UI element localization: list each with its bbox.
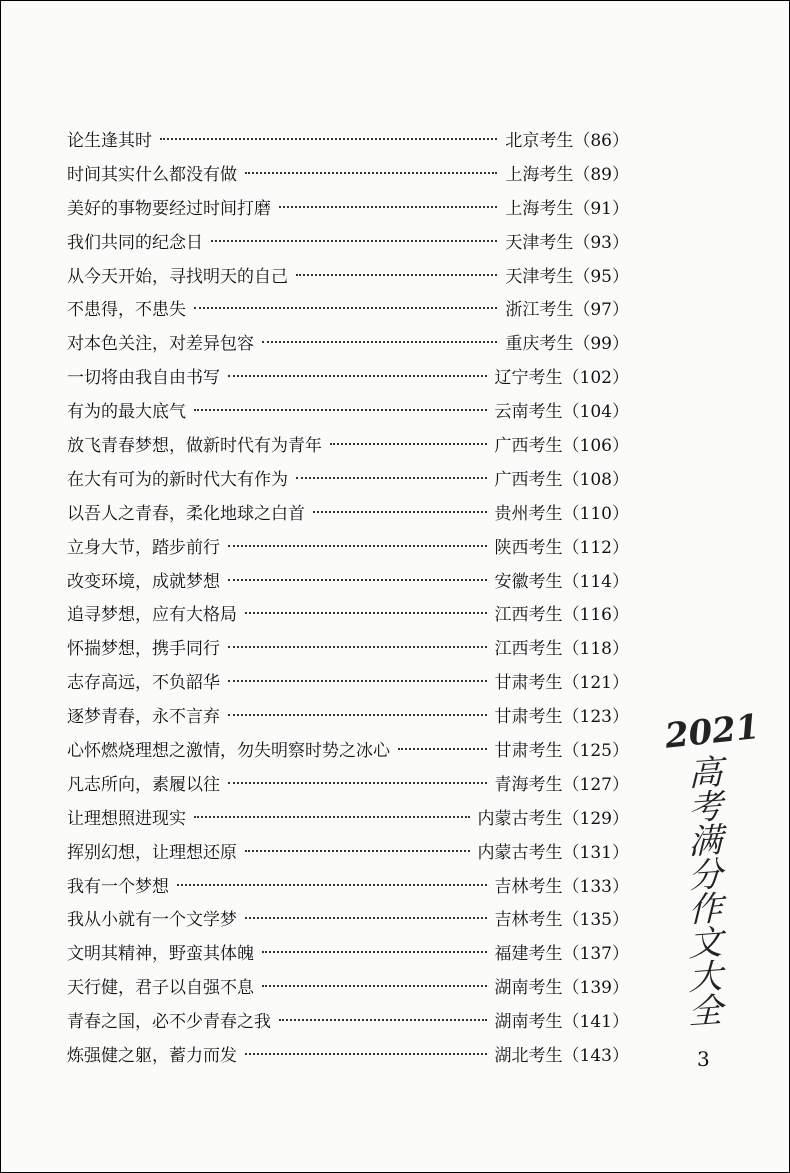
table-of-contents [67, 125, 629, 1074]
toc-entry [67, 362, 629, 396]
toc-entry [67, 701, 629, 735]
toc-entry-author: 重庆考生 [505, 334, 574, 355]
toc-entry [67, 498, 629, 532]
toc-entry-title: 志存高远，不负韶华 [67, 673, 220, 694]
dot-leader [194, 815, 470, 818]
toc-entry-title: 一切将由我自由书写 [67, 368, 220, 389]
toc-entry-title: 立身大节，踏步前行 [67, 537, 220, 558]
toc-entry-title: 我有一个梦想 [67, 876, 169, 897]
toc-entry-page: （102） [562, 368, 629, 389]
toc-entry-page: （108） [562, 469, 629, 490]
toc-entry [67, 667, 629, 701]
toc-entry-title: 我从小就有一个文学梦 [67, 910, 237, 931]
toc-entry [67, 972, 629, 1006]
toc-entry-author: 湖南考生 [494, 1012, 563, 1033]
toc-entry-author: 云南考生 [494, 402, 563, 423]
dot-leader [296, 273, 497, 276]
toc-entry-author: 吉林考生 [494, 910, 563, 931]
toc-entry-author: 浙江考生 [505, 300, 574, 321]
toc-entry-page: （97） [573, 300, 629, 321]
series-year: 2021 [663, 706, 762, 757]
dot-leader [398, 747, 487, 750]
toc-entry [67, 803, 629, 837]
toc-entry-author: 陕西考生 [494, 537, 563, 558]
toc-entry-author: 江西考生 [494, 605, 563, 626]
dot-leader [279, 205, 497, 208]
toc-entry-title: 时间其实什么都没有做 [67, 164, 237, 185]
toc-entry-page: （127） [562, 774, 629, 795]
toc-entry-title: 论生逢其时 [67, 131, 152, 151]
dot-leader [228, 374, 487, 377]
toc-entry [67, 871, 629, 905]
toc-entry-page: （116） [562, 605, 629, 626]
toc-entry [67, 464, 629, 498]
toc-entry-title: 不患得，不患失 [67, 300, 186, 321]
toc-entry [67, 396, 629, 430]
toc-entry-author: 湖南考生 [494, 978, 563, 999]
dot-leader [279, 1018, 487, 1021]
toc-entry-title: 有为的最大底气 [67, 402, 186, 423]
toc-entry-page: （129） [562, 808, 629, 829]
toc-entry-title: 青春之国，必不少青春之我 [67, 1012, 271, 1033]
toc-entry-author: 青海考生 [494, 774, 563, 795]
toc-entry-page: （125） [562, 741, 629, 762]
toc-entry-author: 北京考生 [505, 131, 574, 151]
toc-entry-page: （118） [562, 639, 629, 660]
dot-leader [160, 137, 497, 140]
toc-entry [67, 193, 629, 227]
page-number: 3 [697, 1047, 710, 1071]
toc-entry-author: 甘肃考生 [494, 741, 563, 762]
dot-leader [330, 442, 487, 445]
dot-leader [228, 578, 487, 581]
toc-entry-page: （139） [562, 978, 629, 999]
toc-entry-author: 广西考生 [494, 436, 563, 457]
toc-entry-author: 上海考生 [505, 198, 574, 219]
toc-entry-page: （143） [562, 1046, 629, 1067]
toc-entry-author: 天津考生 [505, 232, 574, 253]
toc-entry [67, 904, 629, 938]
toc-entry-page: （99） [573, 334, 629, 355]
toc-entry-page: （110） [562, 503, 629, 524]
toc-entry-page: （93） [573, 232, 629, 253]
toc-entry-page: （133） [562, 876, 629, 897]
dot-leader [194, 408, 487, 411]
toc-entry-page: （123） [562, 707, 629, 728]
toc-entry-author: 江西考生 [494, 639, 563, 660]
toc-entry-title: 心怀燃烧理想之激情，勿失明察时势之冰心 [67, 741, 390, 762]
dot-leader [245, 849, 470, 852]
toc-entry-page: （89） [573, 164, 629, 185]
toc-entry-title: 追寻梦想，应有大格局 [67, 605, 237, 626]
toc-entry [67, 735, 629, 769]
dot-leader [245, 1052, 487, 1055]
toc-entry-author: 上海考生 [505, 164, 574, 185]
dot-leader [194, 306, 497, 309]
series-name: 高考满分作文大全 [681, 753, 722, 1029]
toc-entry-author: 甘肃考生 [494, 707, 563, 728]
dot-leader [313, 510, 487, 513]
toc-entry-author: 福建考生 [494, 944, 563, 965]
toc-entry-author: 湖北考生 [494, 1046, 563, 1067]
toc-entry [67, 1040, 629, 1074]
dot-leader [262, 340, 497, 343]
toc-entry [67, 227, 629, 261]
toc-entry-page: （114） [562, 571, 629, 592]
toc-entry-author: 吉林考生 [494, 876, 563, 897]
toc-entry-page: （86） [573, 131, 629, 151]
toc-entry-page: （121） [562, 673, 629, 694]
toc-entry-page: （95） [573, 266, 629, 287]
dot-leader [228, 713, 487, 716]
toc-entry-title: 挥别幻想，让理想还原 [67, 842, 237, 863]
dot-leader [177, 883, 487, 886]
toc-entry-author: 甘肃考生 [494, 673, 563, 694]
toc-entry [67, 769, 629, 803]
toc-entry-title: 炼强健之躯，蓄力而发 [67, 1046, 237, 1067]
toc-entry [67, 294, 629, 328]
toc-entry-title: 天行健，君子以自强不息 [67, 978, 254, 999]
toc-entry-title: 我们共同的纪念日 [67, 232, 203, 253]
toc-entry-page: （141） [562, 1012, 629, 1033]
dot-leader [296, 476, 487, 479]
toc-entry-title: 逐梦青春，永不言弃 [67, 707, 220, 728]
dot-leader [228, 645, 487, 648]
toc-entry-page: （106） [562, 436, 629, 457]
dot-leader [262, 950, 487, 953]
toc-entry-author: 安徽考生 [494, 571, 563, 592]
toc-entry [67, 125, 629, 159]
toc-entry-page: （104） [562, 402, 629, 423]
toc-entry [67, 938, 629, 972]
dot-leader [211, 239, 497, 242]
toc-entry-page: （91） [573, 198, 629, 219]
toc-entry-author: 广西考生 [494, 469, 563, 490]
toc-entry-title: 对本色关注，对差异包容 [67, 334, 254, 355]
toc-entry [67, 837, 629, 871]
toc-entry [67, 430, 629, 464]
toc-entry-title: 改变环境，成就梦想 [67, 571, 220, 592]
toc-entry [67, 1006, 629, 1040]
dot-leader [228, 544, 487, 547]
toc-entry-author: 天津考生 [505, 266, 574, 287]
toc-entry-title: 怀揣梦想，携手同行 [67, 639, 220, 660]
toc-entry-title: 文明其精神，野蛮其体魄 [67, 944, 254, 965]
toc-entry-page: （112） [562, 537, 629, 558]
toc-entry [67, 159, 629, 193]
toc-entry-author: 内蒙古考生 [477, 808, 563, 829]
toc-entry [67, 261, 629, 295]
toc-entry [67, 633, 629, 667]
toc-entry-title: 在大有可为的新时代大有作为 [67, 469, 288, 490]
toc-entry-title: 放飞青春梦想，做新时代有为青年 [67, 436, 322, 457]
book-series-title [663, 706, 762, 1029]
dot-leader [245, 171, 497, 174]
toc-entry-author: 贵州考生 [494, 503, 563, 524]
toc-entry [67, 599, 629, 633]
dot-leader [262, 984, 487, 987]
toc-entry-title: 凡志所向，素履以往 [67, 774, 220, 795]
toc-entry-title: 从今天开始，寻找明天的自己 [67, 266, 288, 287]
toc-entry-title: 美好的事物要经过时间打磨 [67, 198, 271, 219]
toc-entry [67, 532, 629, 566]
toc-entry-author: 辽宁考生 [494, 368, 563, 389]
toc-entry-title: 让理想照进现实 [67, 808, 186, 829]
dot-leader [228, 679, 487, 682]
toc-entry-page: （131） [562, 842, 629, 863]
toc-entry [67, 328, 629, 362]
toc-entry-title: 以吾人之青春，柔化地球之白首 [67, 503, 305, 524]
toc-entry-page: （135） [562, 910, 629, 931]
toc-entry [67, 566, 629, 600]
dot-leader [228, 781, 487, 784]
dot-leader [245, 916, 487, 919]
toc-entry-author: 内蒙古考生 [477, 842, 563, 863]
toc-entry-page: （137） [562, 944, 629, 965]
dot-leader [245, 611, 487, 614]
